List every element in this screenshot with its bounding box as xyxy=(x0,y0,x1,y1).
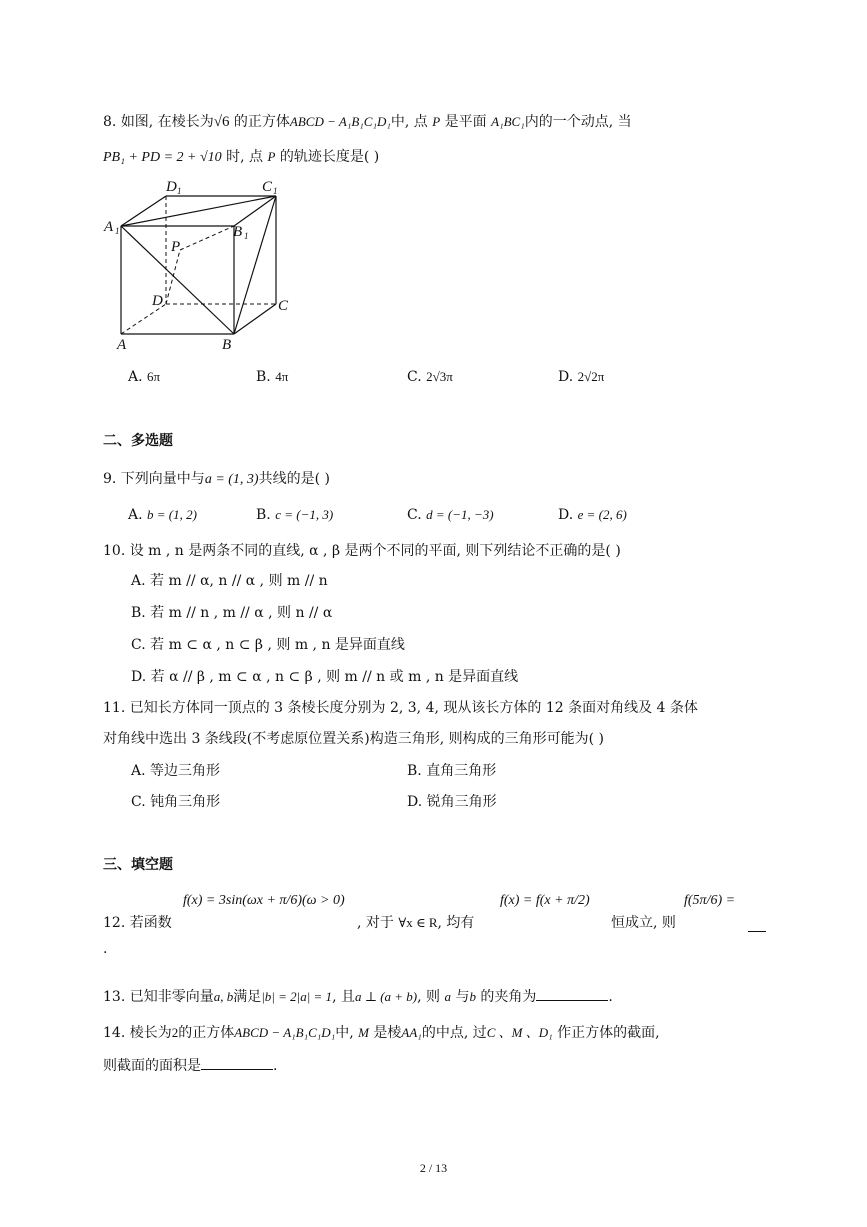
label-B: B xyxy=(222,337,232,352)
q12-text-b: , 对于 ∀x ∈ R, 均有 xyxy=(357,915,475,931)
q8-option-d: D. 2√2π xyxy=(558,369,605,385)
q11-line2: 对角线中选出 3 条线段(不考虑原位置关系)构造三角形, 则构成的三角形可能为( ) xyxy=(103,731,605,747)
q10-option-a: A. 若 m // α, n // α , 则 m // n xyxy=(131,573,328,589)
q12-label: 12. 若函数 xyxy=(103,915,172,931)
q14-line2: 则截面的面积是 . xyxy=(103,1055,277,1075)
label-C: C xyxy=(278,298,289,314)
q11-option-a: A. 等边三角形 xyxy=(131,763,221,779)
q9-option-c: C. d = (−1, −3) xyxy=(407,507,494,523)
svg-text:1: 1 xyxy=(115,226,120,236)
q13-blank[interactable] xyxy=(536,986,608,1001)
section-fill-blank: 三、填空题 xyxy=(103,857,173,873)
q8-option-b: B. 4π xyxy=(256,369,289,385)
svg-text:1: 1 xyxy=(244,231,249,241)
q12-function: f(x) = 3sin(ωx + π/6)(ω > 0) xyxy=(183,893,345,908)
q12-ask: f(5π/6) = xyxy=(684,893,736,908)
svg-text:1: 1 xyxy=(273,186,278,196)
label-A: A xyxy=(117,337,127,352)
q14-line1: 14. 棱长为2的正方体ABCD − A₁B₁C₁D₁中, M 是棱AA₁的中点, 过C 、M 、D₁ 作正方体的截面, xyxy=(103,1025,660,1041)
section-multi-choice: 二、多选题 xyxy=(103,433,173,449)
q9-option-a: A. b = (1, 2) xyxy=(128,507,197,523)
q10-option-b: B. 若 m // n , m // α , 则 n // α xyxy=(131,605,333,621)
q9-option-d: D. e = (2, 6) xyxy=(558,507,627,523)
q14-blank[interactable] xyxy=(201,1055,273,1070)
q12-equation: f(x) = f(x + π/2) xyxy=(500,893,590,908)
label-D1: D xyxy=(166,179,177,195)
q8-line1: 8. 如图, 在棱长为√6 的正方体ABCD − A₁B₁C₁D₁中, 点 P 是平面 A₁BC₁内的一个动点, 当 xyxy=(103,114,632,130)
q9-option-b: B. c = (−1, 3) xyxy=(256,507,334,523)
q12-dot: . xyxy=(103,941,108,957)
label-C1: C xyxy=(262,179,273,195)
label-B1: B xyxy=(233,224,243,240)
cube-figure xyxy=(100,172,300,352)
svg-text:1: 1 xyxy=(177,186,182,196)
label-A1: A xyxy=(104,219,114,235)
q10-option-d: D. 若 α // β , m ⊂ α , n ⊂ β , 则 m // n 或 m , n 是异面直线 xyxy=(131,669,519,685)
label-P: P xyxy=(171,239,181,255)
q8-line2: PB₁ + PD = 2 + √10 时, 点 P 的轨迹长度是( ) xyxy=(103,149,380,165)
page-number: 2 / 13 xyxy=(419,1161,448,1175)
q13-line: 13. 已知非零向量a, b满足|b| = 2|a| = 1, 且a ⊥ (a + b), 则 a 与b 的夹角为 . xyxy=(103,986,613,1006)
q11-option-c: C. 钝角三角形 xyxy=(131,794,221,810)
q11-option-d: D. 锐角三角形 xyxy=(407,794,497,810)
label-D: D xyxy=(152,293,163,309)
q10-stem: 10. 设 m , n 是两条不同的直线, α , β 是两个不同的平面, 则下列结论不正确的是( ) xyxy=(103,543,621,559)
q11-line1: 11. 已知长方体同一顶点的 3 条棱长度分别为 2, 3, 4, 现从该长方体的 12 条面对角线及 4 条体 xyxy=(103,700,698,716)
q11-option-b: B. 直角三角形 xyxy=(407,763,497,779)
q9-stem: 9. 下列向量中与a = (1, 3)共线的是( ) xyxy=(103,471,330,487)
q10-option-c: C. 若 m ⊂ α , n ⊂ β , 则 m , n 是异面直线 xyxy=(131,637,405,653)
q12-text-d: 恒成立, 则 xyxy=(611,915,676,931)
q8-option-a: A. 6π xyxy=(128,369,161,385)
q8-option-c: C. 2√3π xyxy=(407,369,453,385)
q12-blank[interactable] xyxy=(748,931,766,932)
